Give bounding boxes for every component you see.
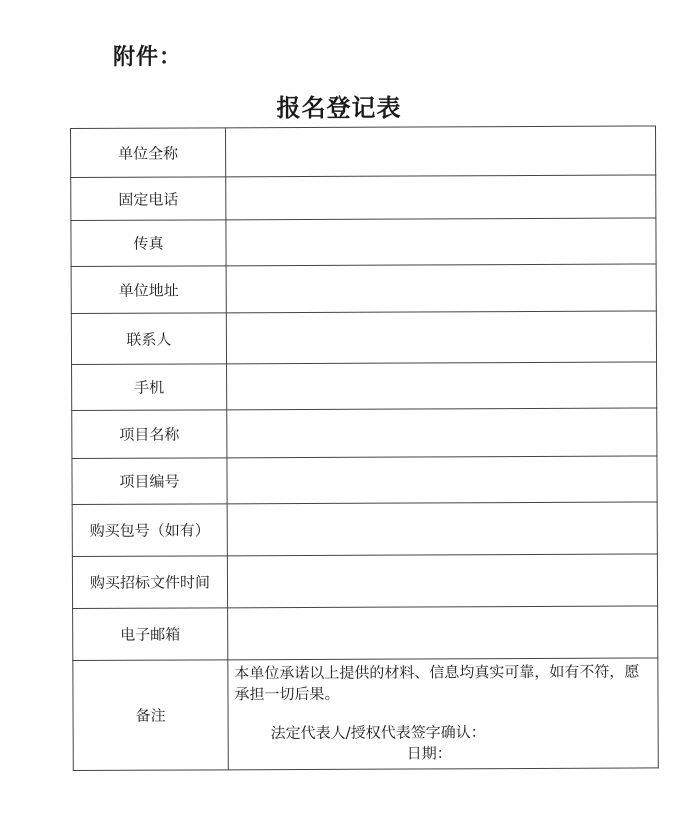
- date-line: 日期：: [406, 744, 452, 763]
- table-row: [71, 311, 656, 365]
- value-company-address[interactable]: [226, 264, 656, 313]
- value-project-number[interactable]: [227, 456, 657, 504]
- table-row: [72, 456, 657, 505]
- table-row: [72, 554, 657, 609]
- value-project-name[interactable]: [227, 408, 657, 458]
- label-package-number: 购买包号（如有）: [72, 504, 227, 557]
- label-mobile: 手机: [72, 364, 227, 411]
- table-row: [73, 606, 658, 661]
- form-title: 报名登记表: [276, 94, 402, 122]
- table-row: [72, 362, 657, 411]
- value-mobile[interactable]: [227, 362, 657, 410]
- value-company-name[interactable]: [226, 126, 656, 177]
- label-remarks: 备注: [73, 660, 228, 771]
- label-landline: 固定电话: [71, 177, 226, 221]
- value-email[interactable]: [228, 606, 658, 660]
- label-company-address: 单位地址: [71, 266, 226, 314]
- label-project-number: 项目编号: [72, 458, 227, 505]
- value-contact-person[interactable]: [226, 311, 656, 364]
- label-email: 电子邮箱: [73, 608, 228, 661]
- label-company-name: 单位全称: [71, 128, 226, 178]
- remarks-cell: [228, 658, 658, 770]
- table-row: [72, 408, 657, 459]
- table-row: [72, 502, 657, 557]
- remarks-content: [228, 658, 657, 765]
- table-row: [73, 658, 658, 771]
- table-row: [71, 126, 656, 178]
- value-purchase-time[interactable]: [227, 554, 657, 608]
- label-fax: 传真: [71, 220, 226, 267]
- value-package-number[interactable]: [227, 502, 657, 556]
- label-contact-person: 联系人: [71, 313, 226, 365]
- attachment-label: 附件：: [113, 45, 183, 70]
- signature-line: 法定代表人/授权代表签字确认：: [270, 723, 486, 743]
- table-row: [71, 218, 656, 267]
- registration-table: [70, 125, 659, 771]
- commitment-text: 本单位承诺以上提供的材料、信息均真实可靠，如有不符，愿承担一切后果。: [234, 662, 640, 704]
- value-fax[interactable]: [226, 218, 656, 266]
- table-row: [71, 264, 656, 314]
- table-row: [71, 175, 656, 221]
- label-purchase-time: 购买招标文件时间: [72, 556, 227, 609]
- label-project-name: 项目名称: [72, 410, 227, 459]
- value-landline[interactable]: [226, 175, 656, 220]
